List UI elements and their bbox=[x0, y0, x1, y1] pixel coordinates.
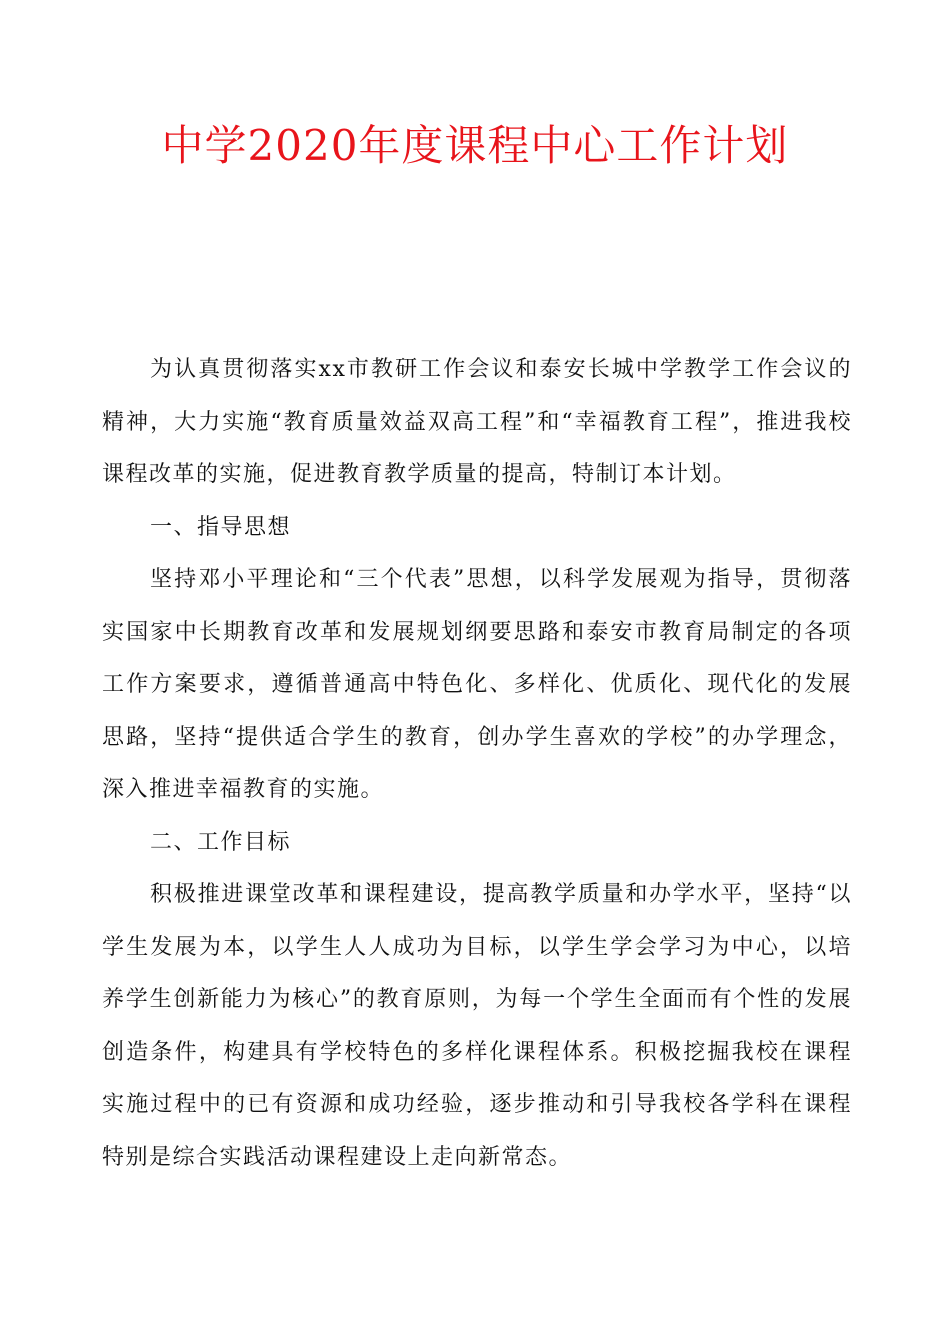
section-heading-work-goals: 二、工作目标 bbox=[150, 829, 292, 855]
guiding-ideology-paragraph: 坚持邓小平理论和“三个代表”思想，以科学发展观为指导，贯彻落实国家中长期教育改革和发展规划纲要思路和泰安市教育局制定的各项工作方案要求，遵循普通高中特色化、多样化、优质化、现代化的发展思路，坚持“提供适合学生的教育，创办学生喜欢的学校”的办学理念，深入推进幸福教育的实施。 bbox=[102, 567, 852, 802]
intro-paragraph: 为认真贯彻落实xx市教研工作会议和泰安长城中学教学工作会议的精神，大力实施“教育质量效益双高工程”和“幸福教育工程”，推进我校课程改革的实施，促进教育教学质量的提高，特制订本计划。 bbox=[102, 357, 852, 487]
document-body bbox=[102, 344, 852, 1184]
document-title: 中学2020年度课程中心工作计划 bbox=[161, 121, 789, 170]
work-goals-paragraph: 积极推进课堂改革和课程建设，提高教学质量和办学水平，坚持“以学生发展为本，以学生人人成功为目标，以学生学会学习为中心，以培养学生创新能力为核心”的教育原则，为每一个学生全面而有个性的发展创造条件，构建具有学校特色的多样化课程体系。积极挖掘我校在课程实施过程中的已有资源和成功经验，逐步推动和引导我校各学科在课程特别是综合实践活动课程建设上走向新常态。 bbox=[102, 882, 852, 1170]
section-heading-guiding-ideology: 一、指导思想 bbox=[150, 514, 292, 540]
